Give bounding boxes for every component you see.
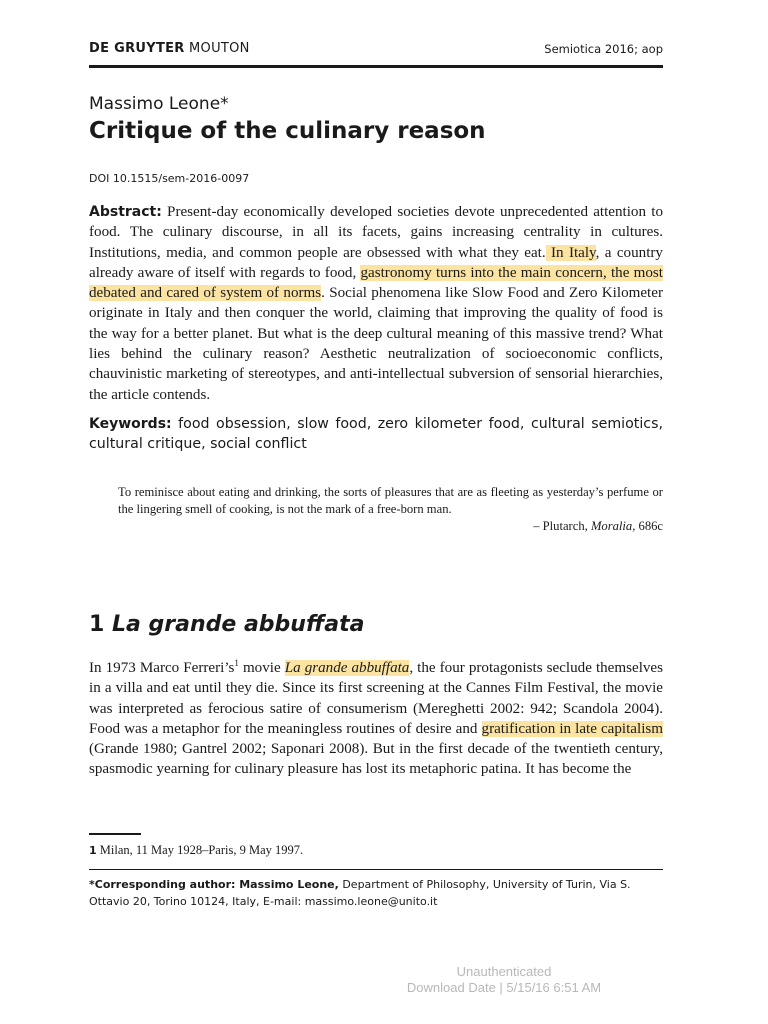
- doi: DOI 10.1515/sem-2016-0097: [89, 172, 250, 185]
- body-text-2: movie: [238, 660, 285, 676]
- header-rule: [89, 65, 663, 68]
- footnote-rule: [89, 833, 141, 835]
- attribution-location: , 686c: [632, 519, 663, 533]
- body-highlight-film-title: La grande abbuffata: [284, 660, 410, 676]
- author-name: Massimo Leone*: [89, 94, 229, 114]
- footnote-marker[interactable]: 1: [234, 657, 239, 668]
- corresponding-label: *Corresponding author: Massimo Leone,: [89, 878, 339, 891]
- keywords-text: food obsession, slow food, zero kilometer food, cultural semiotics, cultural critique, social conflict: [89, 416, 663, 453]
- corresponding-rule: [89, 869, 663, 870]
- section-number: 1: [89, 612, 105, 637]
- abstract-text-2: , a country already aware of itself with regards to food,: [89, 244, 663, 281]
- body-text-3: , the four protagonists seclude themselves in a villa and eat until they die. Since its first screening at the Cannes Film Festival, the movie was interpreted as ferocious satire of consumerism (Mereghetti 2002: 942; Scandola 2004). Food was a metaphor for the meaningless routines of desire and: [89, 660, 664, 737]
- body-paragraph: [89, 658, 663, 780]
- publisher-name-rest: MOUTON: [184, 41, 250, 56]
- section-title: La grande abbuffata: [111, 612, 365, 637]
- abstract-text-3: . Social phenomena like Slow Food and Zero Kilometer originate in Italy and then conquer the world, claiming that improving the quality of food is the way for a better planet. But what is the deep cultural meaning of this massive trend? What lies behind the culinary reason? Aesthetic neutralization of socioeconomic conflicts, chauvinistic marketing of stereotypes, and anti-intellectual subversion of sensorial hierarchies, the article contends.: [89, 285, 663, 403]
- watermark-line-2: Download Date | 5/15/16 6:51 AM: [406, 980, 602, 995]
- corresponding-text: Department of Philosophy, University of Turin, Via S. Ottavio 20, Torino 10124, Italy, E-mail: massimo.leone@unito.it: [89, 878, 631, 908]
- epigraph-attribution: [533, 519, 663, 534]
- download-watermark: [380, 964, 628, 996]
- article-title: Critique of the culinary reason: [89, 118, 486, 144]
- publisher-logo: [89, 41, 250, 56]
- keywords: [89, 414, 663, 455]
- corresponding-author: [89, 876, 663, 910]
- abstract: [89, 202, 663, 405]
- abstract-text-1: Present-day economically developed societies devote unprecedented attention to food. The culinary discourse, in all its facets, gains increasing centrality in cultures. Institutions, media, and common people are obsessed with what they eat.: [89, 204, 663, 261]
- footnote-number: 1: [89, 844, 97, 857]
- epigraph-quote: To reminisce about eating and drinking, the sorts of pleasures that are as fleeting as yesterday’s perfume or the lingering smell of cooking, is not the mark of a free-born man.: [118, 485, 663, 517]
- keywords-label: Keywords:: [89, 416, 172, 432]
- abstract-label: Abstract:: [89, 204, 162, 220]
- body-text-4: (Grande 1980; Gantrel 2002; Saponari 2008). But in the first decade of the twentieth century, spasmodic yearning for culinary pleasure has lost its metaphoric patina. It has become the: [89, 741, 663, 778]
- attribution-author: – Plutarch,: [533, 519, 591, 533]
- publisher-name-bold: DE GRUYTER: [89, 41, 185, 56]
- footnote: [89, 843, 303, 858]
- abstract-highlight-2: gastronomy turns into the main concern, the most debated and cared of system of norms: [89, 264, 663, 302]
- body-highlight-2: gratification in late capitalism: [481, 720, 664, 737]
- journal-citation: Semiotica 2016; aop: [544, 42, 663, 56]
- attribution-work: Moralia: [590, 519, 633, 533]
- running-header: [89, 41, 663, 57]
- watermark-line-1: Unauthenticated: [456, 964, 552, 979]
- footnote-text: Milan, 11 May 1928–Paris, 9 May 1997.: [96, 843, 304, 857]
- abstract-highlight-1: In Italy: [545, 244, 596, 261]
- body-text-1: In 1973 Marco Ferreri’s: [89, 660, 235, 676]
- section-heading: [89, 612, 364, 637]
